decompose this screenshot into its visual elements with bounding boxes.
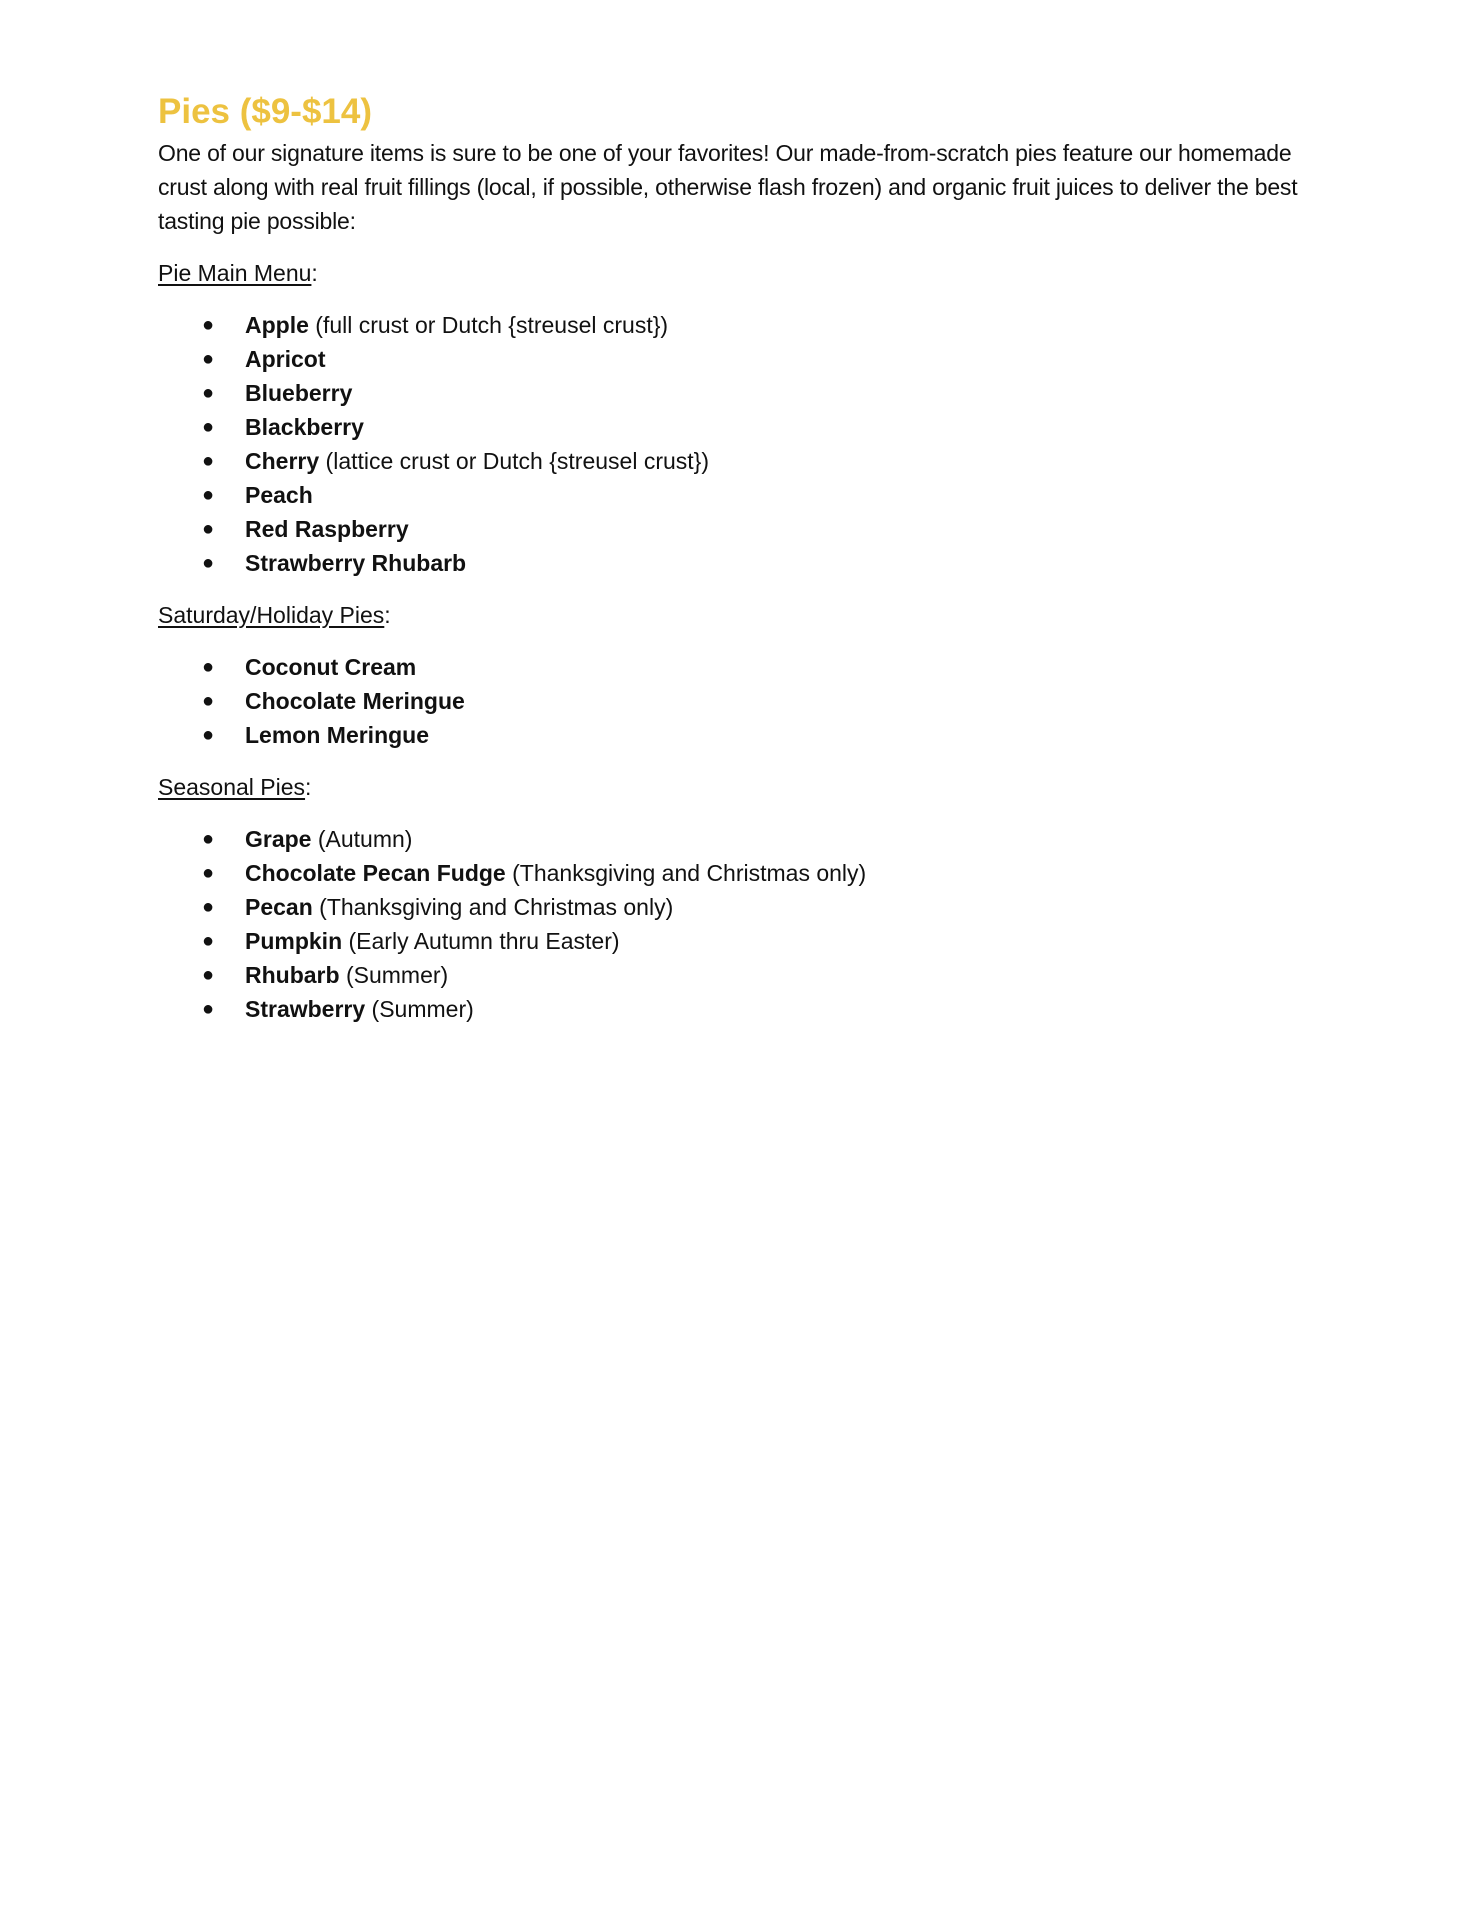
bullet-icon: ● [202,930,215,952]
bullet-icon: ● [202,314,215,336]
list-item [158,856,1338,890]
item-note: (Thanksgiving and Christmas only) [312,894,674,920]
section-pie-main-menu [158,256,1338,580]
bullet-icon: ● [202,862,215,884]
bullet-icon: ● [202,450,215,472]
bullet-icon: ● [202,828,215,850]
list-item [158,718,1338,752]
item-name: Coconut Cream [245,654,417,680]
item-note: (Thanksgiving and Christmas only) [505,860,867,886]
bullet-icon: ● [202,690,215,712]
item-note: (Autumn) [311,826,413,852]
item-name: Red Raspberry [245,516,409,542]
list-item [158,308,1338,342]
item-name: Blueberry [245,380,353,406]
section-heading [158,598,1338,632]
bullet-icon: ● [202,348,215,370]
section-heading-suffix: : [311,260,318,286]
list-item [158,924,1338,958]
list-item [158,890,1338,924]
section-heading [158,256,1338,290]
item-name: Lemon Meringue [245,722,430,748]
bullet-icon: ● [202,896,215,918]
item-name: Rhubarb [245,962,340,988]
list-item [158,992,1338,1026]
list-item [158,376,1338,410]
bullet-icon: ● [202,518,215,540]
section-heading-label: Pie Main Menu [158,260,312,286]
item-note: (lattice crust or Dutch {streusel crust}) [319,448,710,474]
item-name: Grape [245,826,312,852]
list-item [158,684,1338,718]
list-item [158,512,1338,546]
list-item [158,410,1338,444]
item-name: Apricot [245,346,326,372]
section-heading-suffix: : [384,602,391,628]
item-list [158,822,1338,1026]
item-name: Pumpkin [245,928,343,954]
list-item [158,958,1338,992]
section-heading [158,770,1338,804]
list-item [158,478,1338,512]
item-name: Blackberry [245,414,364,440]
item-note: (Summer) [365,996,474,1022]
bullet-icon: ● [202,998,215,1020]
document-page [158,88,1338,1044]
bullet-icon: ● [202,484,215,506]
bullet-icon: ● [202,416,215,438]
item-name: Peach [245,482,313,508]
bullet-icon: ● [202,656,215,678]
item-list [158,308,1338,580]
section-heading-label: Seasonal Pies [158,774,306,800]
item-name: Strawberry Rhubarb [245,550,467,576]
item-name: Chocolate Meringue [245,688,465,714]
bullet-icon: ● [202,382,215,404]
intro-paragraph: One of our signature items is sure to be one of your favorites! Our made-from-scratch pies feature our homemade crust along with real fruit fillings (local, if possible, otherwise flash frozen) and organic fruit juices to deliver the best tasting pie possible: [158,140,1298,234]
item-name: Apple [245,312,309,338]
section-saturday-holiday-pies [158,598,1338,752]
list-item [158,822,1338,856]
list-item [158,342,1338,376]
bullet-icon: ● [202,724,215,746]
item-name: Chocolate Pecan Fudge [245,860,506,886]
page-title: Pies ($9-$14) [158,92,373,131]
item-name: Cherry [245,448,320,474]
item-note: (Early Autumn thru Easter) [342,928,620,954]
section-heading-label: Saturday/Holiday Pies [158,602,385,628]
bullet-icon: ● [202,552,215,574]
item-list [158,650,1338,752]
list-item [158,650,1338,684]
section-heading-suffix: : [305,774,312,800]
bullet-icon: ● [202,964,215,986]
list-item [158,444,1338,478]
item-name: Pecan [245,894,313,920]
list-item [158,546,1338,580]
item-name: Strawberry [245,996,366,1022]
item-note: (full crust or Dutch {streusel crust}) [308,312,669,338]
item-note: (Summer) [339,962,449,988]
section-seasonal-pies [158,770,1338,1026]
